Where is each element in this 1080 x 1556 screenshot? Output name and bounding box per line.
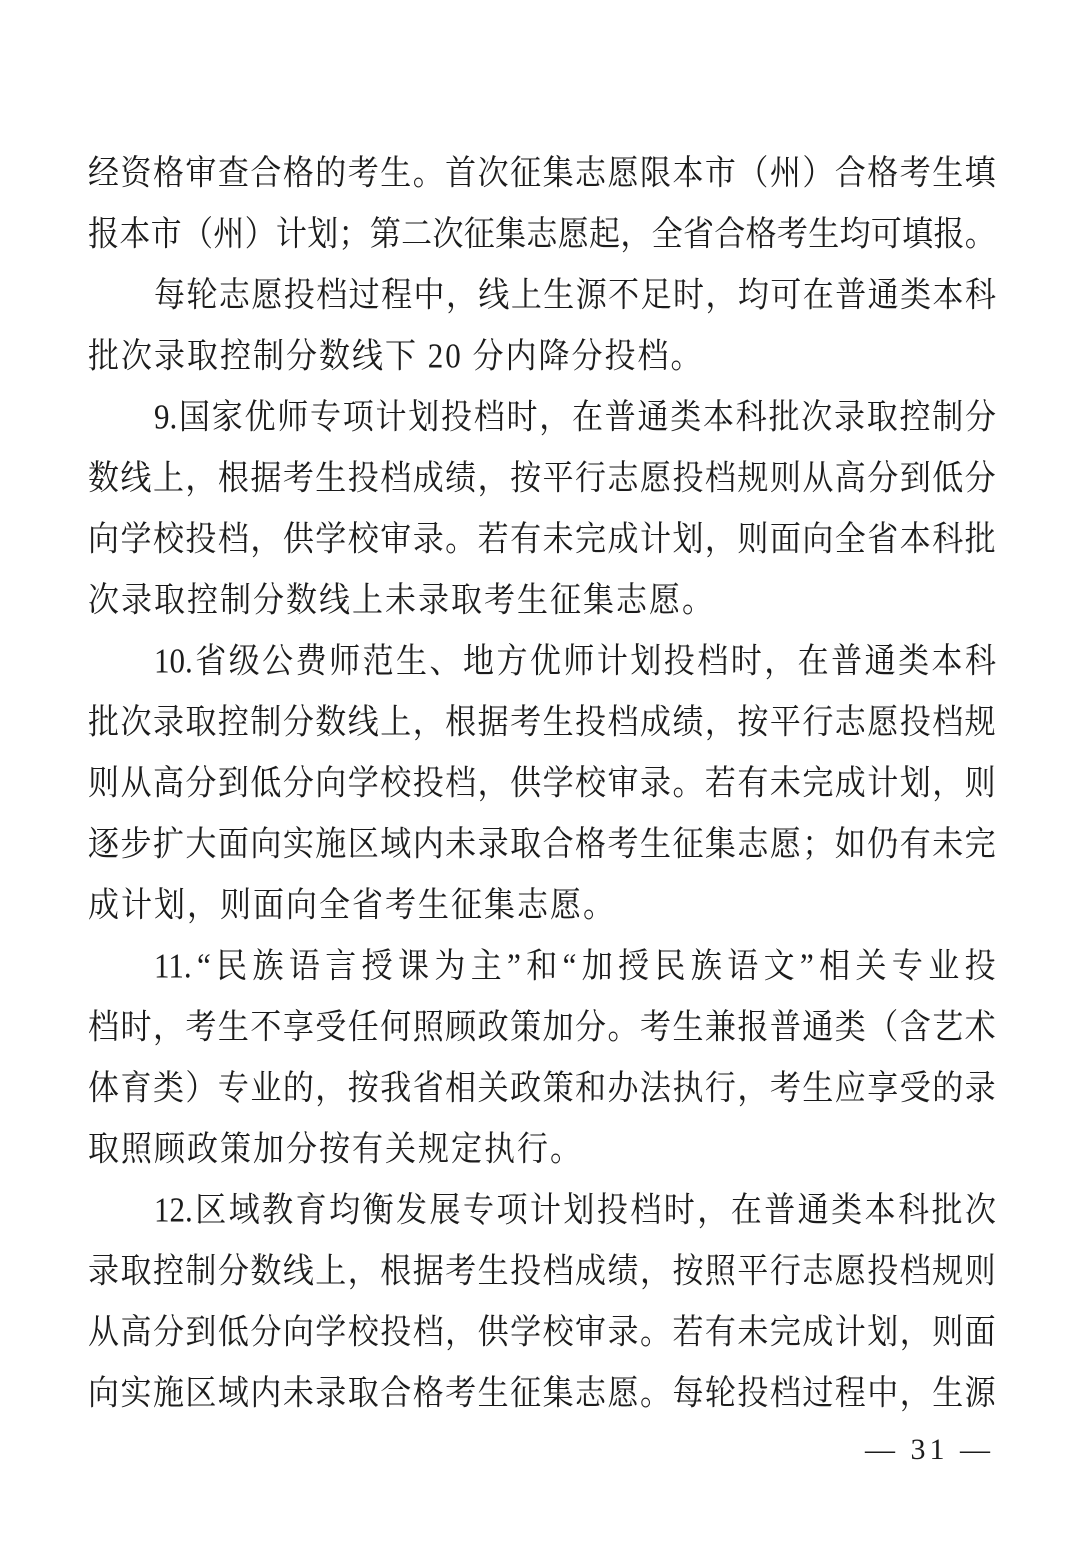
document-body	[88, 142, 996, 1423]
text-line: 取照顾政策加分按有关规定执行。	[88, 1128, 583, 1169]
text-line: 9. 国 家 优 师 专 项 计 划 投 档 时 ， 在 普 通 类 本 科 批 次 录 取 控 制 分	[154, 396, 996, 437]
text-line: 次录取控制分数线上未录取考生征集志愿。	[88, 579, 715, 620]
text-line: 数 线 上 ， 根 据 考 生 投 档 成 绩 ， 按 平 行 志 愿 投 档 规 则 从 高 分 到 低 分	[88, 457, 996, 498]
text-line: 逐 步 扩 大 面 向 实 施 区 域 内 未 录 取 合 格 考 生 征 集 志 愿 ； 如 仍 有 未 完	[88, 823, 996, 864]
text-line: 12. 区 域 教 育 均 衡 发 展 专 项 计 划 投 档 时 ， 在 普 通 类 本 科 批 次	[154, 1189, 996, 1230]
text-line: 则 从 高 分 到 低 分 向 学 校 投 档 ， 供 学 校 审 录 。 若 有 未 完 成 计 划 ， 则	[88, 762, 996, 803]
text-line: 体 育 类 ） 专 业 的 ， 按 我 省 相 关 政 策 和 办 法 执 行 ， 考 生 应 享 受 的 录	[88, 1067, 996, 1108]
text-line: 每 轮 志 愿 投 档 过 程 中 ， 线 上 生 源 不 足 时 ， 均 可 在 普 通 类 本 科	[154, 274, 996, 315]
page-number: — 31 —	[865, 1433, 994, 1466]
text-line: 批 次 录 取 控 制 分 数 线 上 ， 根 据 考 生 投 档 成 绩 ， 按 平 行 志 愿 投 档 规	[88, 701, 996, 742]
text-line: 向 学 校 投 档 ， 供 学 校 审 录 。 若 有 未 完 成 计 划 ， 则 面 向 全 省 本 科 批	[88, 518, 996, 559]
text-line: 录 取 控 制 分 数 线 上 ， 根 据 考 生 投 档 成 绩 ， 按 照 平 行 志 愿 投 档 规 则	[88, 1250, 996, 1291]
text-line: 11. “ 民 族 语 言 授 课 为 主 ” 和 “ 加 授 民 族 语 文 ” 相 关 专 业 投	[154, 945, 996, 986]
text-line: 从 高 分 到 低 分 向 学 校 投 档 ， 供 学 校 审 录 。 若 有 未 完 成 计 划 ， 则 面	[88, 1311, 996, 1352]
text-line: 经 资 格 审 查 合 格 的 考 生 。 首 次 征 集 志 愿 限 本 市 （ 州 ） 合 格 考 生 填	[88, 152, 996, 193]
text-line: 档 时 ， 考 生 不 享 受 任 何 照 顾 政 策 加 分 。 考 生 兼 报 普 通 类 （ 含 艺 术	[88, 1006, 996, 1047]
text-line: 批次录取控制分数线下 20 分内降分投档。	[88, 335, 704, 376]
text-line: 向 实 施 区 域 内 未 录 取 合 格 考 生 征 集 志 愿 。 每 轮 投 档 过 程 中 ， 生 源	[88, 1372, 996, 1413]
text-line: 10. 省 级 公 费 师 范 生 、 地 方 优 师 计 划 投 档 时 ， 在 普 通 类 本 科	[154, 640, 996, 681]
text-line: 成计划，则面向全省考生征集志愿。	[88, 884, 616, 925]
text-line: 报 本 市 （ 州 ） 计 划 ； 第 二 次 征 集 志 愿 起 ， 全 省 合 格 考 生 均 可 填 报 。	[88, 213, 996, 254]
